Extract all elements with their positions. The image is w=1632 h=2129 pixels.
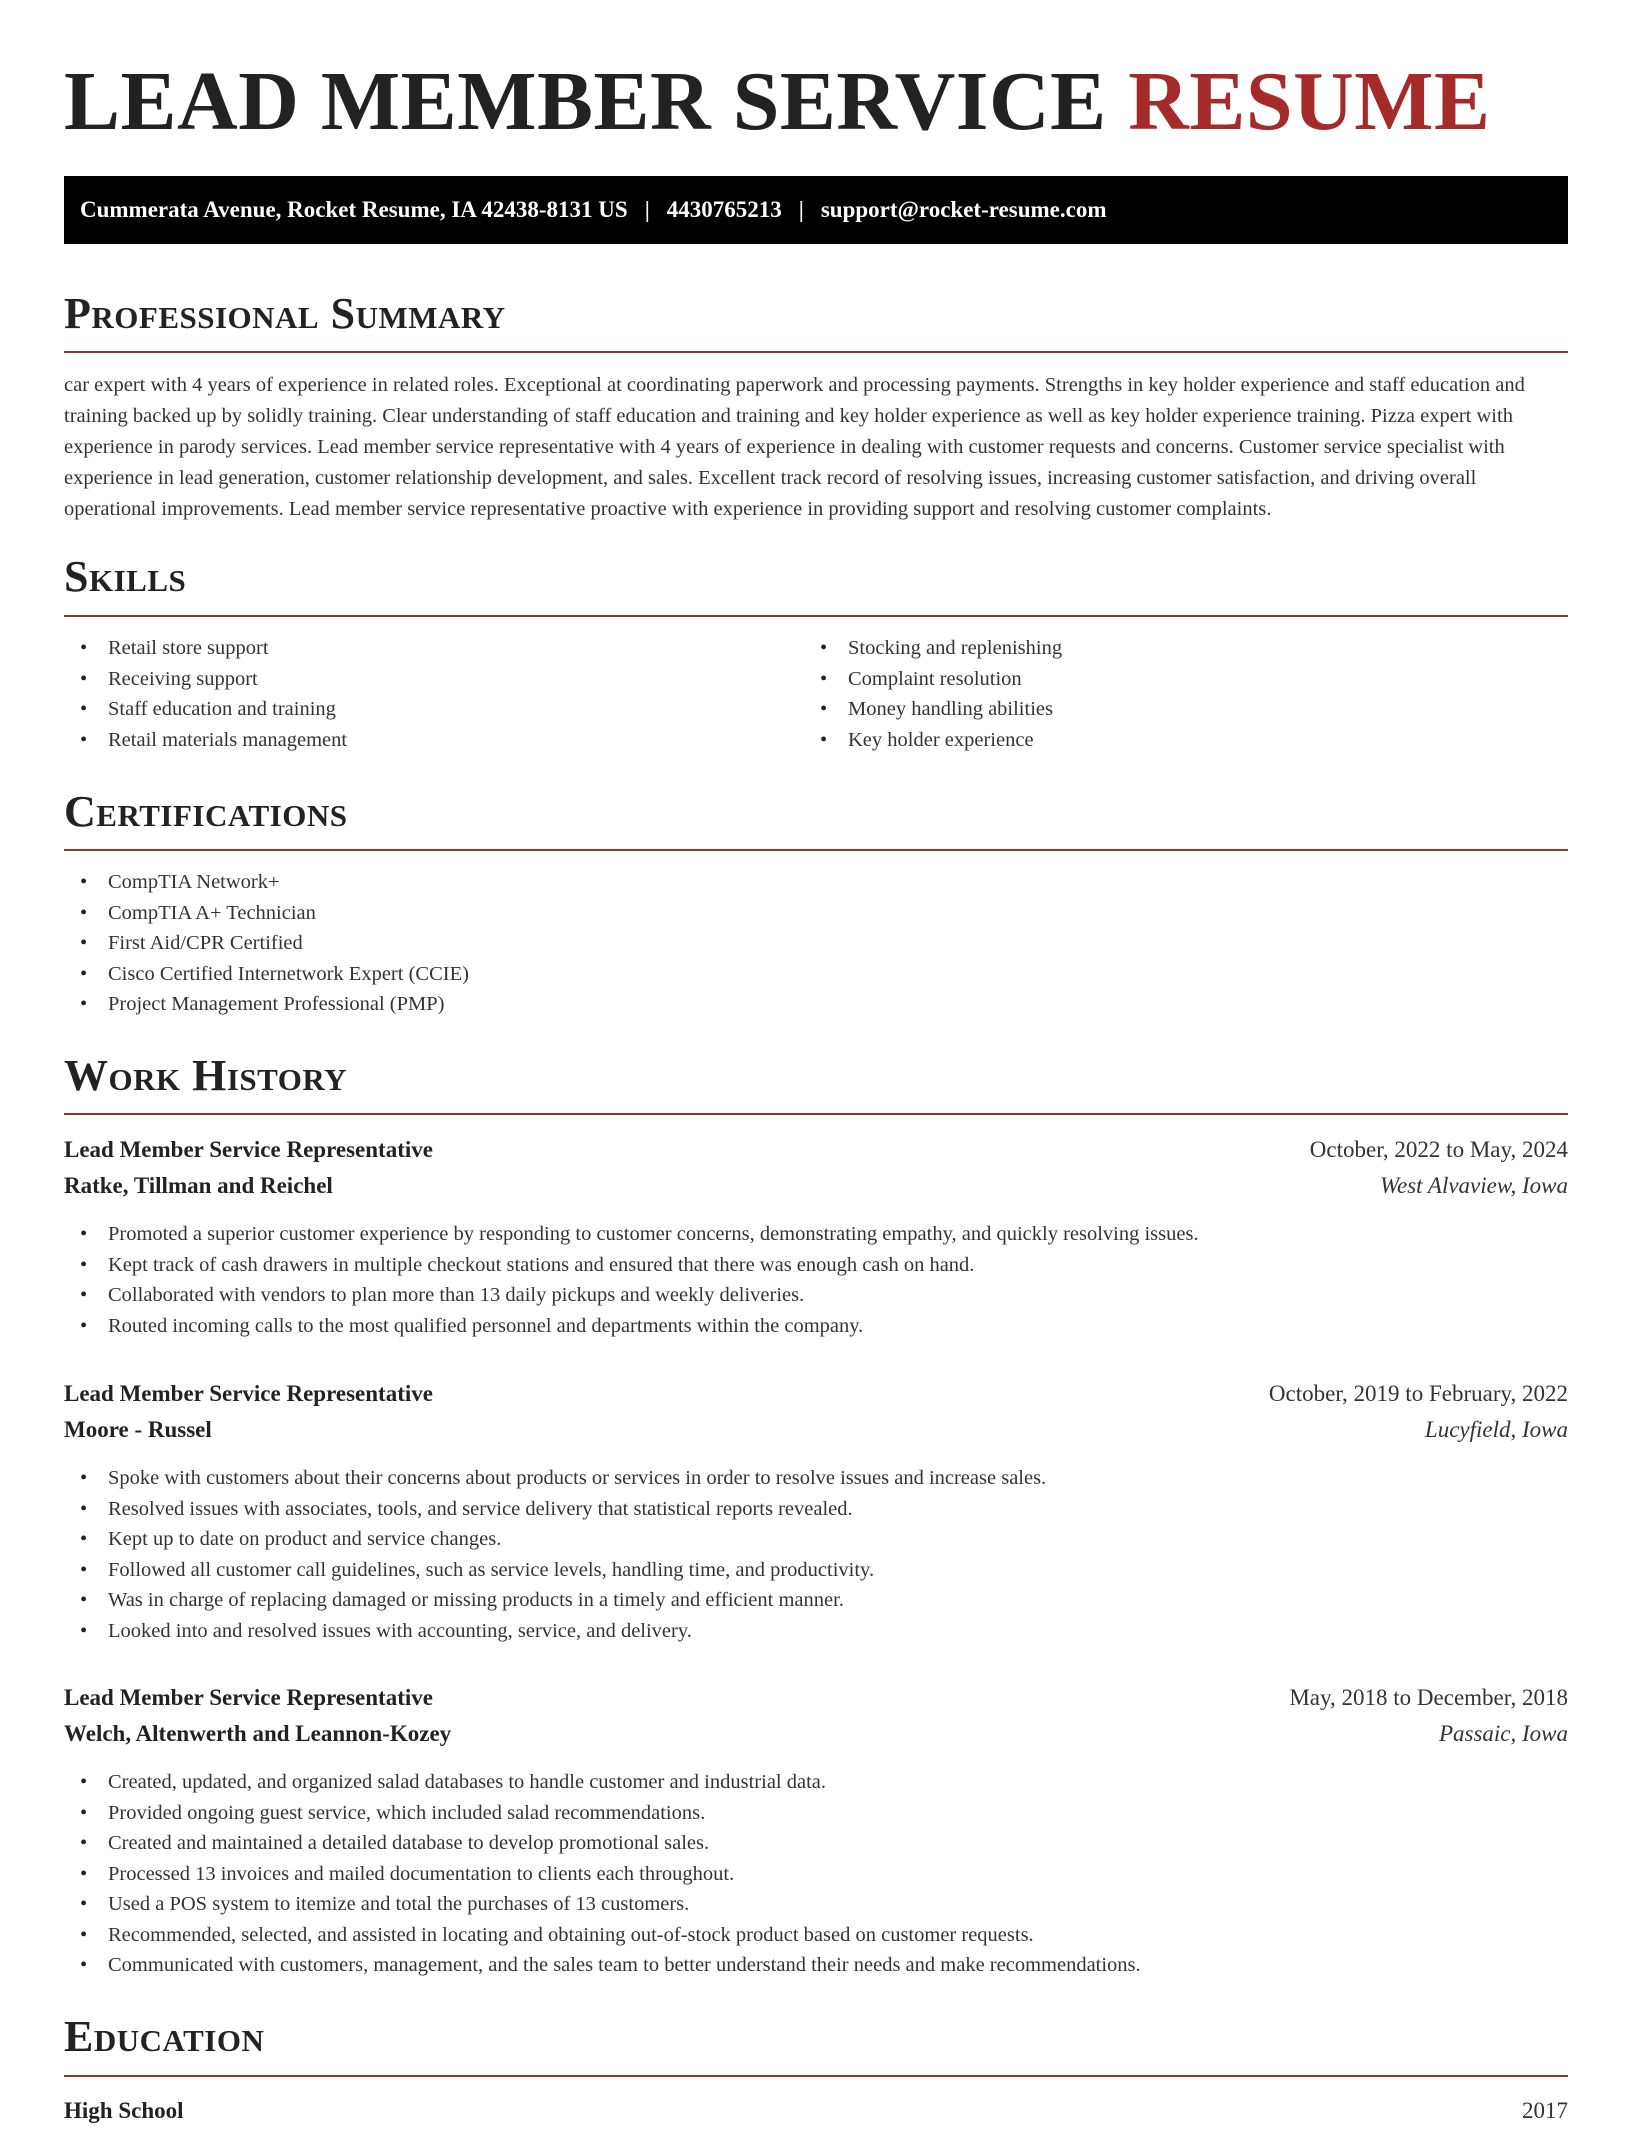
skill-item: • Retail materials management xyxy=(64,725,347,756)
job-duty-item: • Created and maintained a detailed database to develop promotional sales. xyxy=(64,1828,1141,1859)
contact-email[interactable]: support@rocket-resume.com xyxy=(820,197,1107,222)
job-company: Welch, Altenwerth and Leannon-Kozey xyxy=(64,1721,452,1746)
certification-item: • Cisco Certified Internetwork Expert (CCIE) xyxy=(64,959,469,990)
certifications-list xyxy=(64,867,469,1020)
job-company: Moore - Russel xyxy=(64,1417,212,1442)
contact-address: Cummerata Avenue, Rocket Resume, IA 42438-8131 US xyxy=(80,197,628,222)
job-duty-item: • Kept up to date on product and service changes. xyxy=(64,1524,1046,1555)
job-duty-item: • Followed all customer call guidelines, such as service levels, handling time, and productivity. xyxy=(64,1555,1046,1586)
job-duties-list xyxy=(64,1767,1141,1981)
job-duty-item: • Resolved issues with associates, tools, and service delivery that statistical reports revealed. xyxy=(64,1494,1046,1525)
job-duty-item: • Created, updated, and organized salad databases to handle customer and industrial data. xyxy=(64,1767,1141,1798)
job-duty-item: • Promoted a superior customer experience by responding to customer concerns, demonstrating empathy, and quickly resolving issues. xyxy=(64,1219,1199,1250)
job-header-row xyxy=(64,1376,1568,1412)
certification-item: • First Aid/CPR Certified xyxy=(64,928,469,959)
job-duty-item: • Communicated with customers, management, and the sales team to better understand their needs and make recommendations. xyxy=(64,1950,1141,1981)
section-divider xyxy=(64,1113,1568,1115)
certification-item: • CompTIA A+ Technician xyxy=(64,898,469,929)
job-company-row xyxy=(64,1168,1568,1204)
skill-item: • Staff education and training xyxy=(64,694,347,725)
job-duty-item: • Provided ongoing guest service, which included salad recommendations. xyxy=(64,1798,1141,1829)
job-duty-item: • Looked into and resolved issues with accounting, service, and delivery. xyxy=(64,1616,1046,1647)
job-duty-item: • Was in charge of replacing damaged or missing products in a timely and efficient manner. xyxy=(64,1585,1046,1616)
contact-separator: | xyxy=(798,197,804,222)
job-duty-item: • Routed incoming calls to the most qualified personnel and departments within the company. xyxy=(64,1311,1199,1342)
certification-item: • CompTIA Network+ xyxy=(64,867,469,898)
job-duties-list xyxy=(64,1219,1199,1341)
skills-list-right xyxy=(804,633,1062,755)
skill-item: • Complaint resolution xyxy=(804,664,1062,695)
skills-list-left xyxy=(64,633,347,755)
skill-item: • Money handling abilities xyxy=(804,694,1062,725)
education-row xyxy=(64,2093,1568,2129)
skill-item: • Retail store support xyxy=(64,633,347,664)
work-history-heading: Work History xyxy=(64,1051,348,1100)
job-location: Passaic, Iowa xyxy=(1438,1721,1568,1746)
job-duties-list xyxy=(64,1463,1046,1646)
resume-title xyxy=(64,52,1491,152)
job-title: Lead Member Service Representative xyxy=(64,1137,433,1162)
job-header-row xyxy=(64,1132,1568,1168)
contact-separator: | xyxy=(644,197,650,222)
job-duty-item: • Recommended, selected, and assisted in locating and obtaining out-of-stock product based on customer requests. xyxy=(64,1920,1141,1951)
contact-bar xyxy=(64,176,1568,244)
contact-phone[interactable]: 4430765213 xyxy=(666,197,782,222)
job-company-row xyxy=(64,1412,1568,1448)
title-main: LEAD MEMBER SERVICE xyxy=(64,55,1107,148)
job-dates: May, 2018 to December, 2018 xyxy=(1289,1685,1568,1710)
skills-heading: Skills xyxy=(64,552,187,601)
job-duty-item: • Processed 13 invoices and mailed documentation to clients each throughout. xyxy=(64,1859,1141,1890)
job-duty-item: • Collaborated with vendors to plan more than 13 daily pickups and weekly deliveries. xyxy=(64,1280,1199,1311)
job-duty-item: • Used a POS system to itemize and total the purchases of 13 customers. xyxy=(64,1889,1141,1920)
job-duty-item: • Kept track of cash drawers in multiple checkout stations and ensured that there was enough cash on hand. xyxy=(64,1250,1199,1281)
job-company: Ratke, Tillman and Reichel xyxy=(64,1173,333,1198)
job-dates: October, 2019 to February, 2022 xyxy=(1268,1381,1568,1406)
certification-item: • Project Management Professional (PMP) xyxy=(64,989,469,1020)
job-company-row xyxy=(64,1716,1568,1752)
job-title: Lead Member Service Representative xyxy=(64,1381,433,1406)
job-dates: October, 2022 to May, 2024 xyxy=(1309,1137,1568,1162)
job-location: West Alvaview, Iowa xyxy=(1379,1173,1568,1198)
section-divider xyxy=(64,849,1568,851)
certifications-heading: Certifications xyxy=(64,787,348,836)
summary-heading: Professional Summary xyxy=(64,289,506,338)
education-degree: High School xyxy=(64,2098,184,2123)
skill-item: • Receiving support xyxy=(64,664,347,695)
education-year: 2017 xyxy=(1522,2098,1568,2123)
job-location: Lucyfield, Iowa xyxy=(1424,1417,1568,1442)
job-duty-item: • Spoke with customers about their concerns about products or services in order to resolve issues and increase sales. xyxy=(64,1463,1046,1494)
job-title: Lead Member Service Representative xyxy=(64,1685,433,1710)
skill-item: • Stocking and replenishing xyxy=(804,633,1062,664)
section-divider xyxy=(64,615,1568,617)
section-divider xyxy=(64,351,1568,353)
title-accent: RESUME xyxy=(1128,55,1491,148)
job-header-row xyxy=(64,1680,1568,1716)
education-heading: Education xyxy=(64,2012,265,2061)
section-divider xyxy=(64,2075,1568,2077)
summary-text: car expert with 4 years of experience in related roles. Exceptional at coordinating paperwork and processing payments. Strengths in key holder experience and staff education and training backed up by solidly training. Clear understanding of staff education and training and key holder experience as well as key holder experience training. Pizza expert with experience in parody services. Lead member service representative with 4 years of experience in dealing with customer requests and concerns. Customer service specialist with experience in lead generation, customer relationship development, and sales. Excellent track record of resolving issues, increasing customer satisfaction, and driving overall operational improvements. Lead member service representative proactive with experience in providing support and resolving customer complaints. xyxy=(64,374,1525,520)
skill-item: • Key holder experience xyxy=(804,725,1062,756)
